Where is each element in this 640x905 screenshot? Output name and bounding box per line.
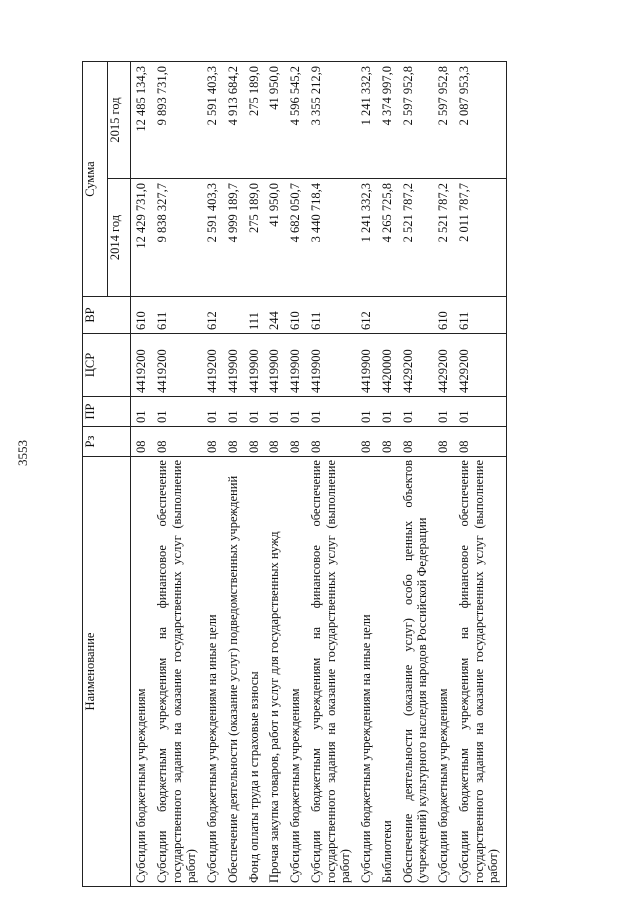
row-pr: 01 [433, 397, 454, 427]
row-rz: 08 [244, 427, 265, 457]
row-name: Субсидии бюджетным учреждениям на финансовое обеспечение государственного задания на оказание государственных услуг (выполнение работ) [454, 457, 504, 887]
row-vr [223, 297, 244, 334]
row-pr: 01 [398, 397, 434, 427]
row-csr: 4419900 [244, 334, 265, 397]
row-vr: 611 [454, 297, 504, 334]
filler-cell [504, 457, 507, 887]
row-sum-2014: 1 241 332,3 [356, 179, 377, 297]
row-sum-2014: 2 011 787,7 [454, 179, 504, 297]
row-sum-2014: 4 265 725,8 [377, 179, 398, 297]
row-sum-2015: 9 893 731,0 [152, 62, 202, 179]
row-name: Прочая закупка товаров, работ и услуг для государственных нужд [264, 457, 285, 887]
row-pr: 01 [223, 397, 244, 427]
row-name: Субсидии бюджетным учреждениям на иные цели [202, 457, 223, 887]
table-row [223, 62, 244, 887]
header-sum: Сумма [83, 62, 108, 297]
row-pr: 01 [356, 397, 377, 427]
filler-cell [504, 297, 507, 334]
row-csr: 4429200 [398, 334, 434, 397]
row-csr: 4419900 [306, 334, 356, 397]
row-sum-2015: 2 591 403,3 [202, 62, 223, 179]
filler-cell [504, 427, 507, 457]
filler-cell [504, 179, 507, 297]
row-vr: 610 [131, 297, 152, 334]
row-sum-2015: 4 596 545,2 [285, 62, 306, 179]
row-pr: 01 [131, 397, 152, 427]
row-csr: 4429200 [454, 334, 504, 397]
table-row [152, 62, 202, 887]
filler-cell [504, 397, 507, 427]
row-rz: 08 [223, 427, 244, 457]
row-vr: 610 [285, 297, 306, 334]
row-name: Обеспечение деятельности (оказание услуг) подведомственных учреждений [223, 457, 244, 887]
row-sum-2014: 41 950,0 [264, 179, 285, 297]
row-rz: 08 [152, 427, 202, 457]
row-pr: 01 [306, 397, 356, 427]
row-sum-2015: 4 913 684,2 [223, 62, 244, 179]
table-row [285, 62, 306, 887]
row-pr: 01 [202, 397, 223, 427]
row-sum-2015: 12 485 134,3 [131, 62, 152, 179]
row-rz: 08 [433, 427, 454, 457]
row-name: Субсидии бюджетным учреждениям [131, 457, 152, 887]
row-sum-2015: 1 241 332,3 [356, 62, 377, 179]
row-sum-2014: 4 999 189,7 [223, 179, 244, 297]
table-row [377, 62, 398, 887]
table-filler-row [504, 62, 507, 887]
header-rz: Рз [83, 427, 131, 457]
row-sum-2014: 2 521 787,2 [398, 179, 434, 297]
row-name: Субсидии бюджетным учреждениям на иные цели [356, 457, 377, 887]
table-row [398, 62, 434, 887]
row-rz: 08 [306, 427, 356, 457]
row-csr: 4419200 [152, 334, 202, 397]
table-row [454, 62, 504, 887]
header-vr: ВР [83, 297, 131, 334]
filler-cell [504, 62, 507, 179]
row-sum-2015: 275 189,0 [244, 62, 265, 179]
row-vr: 611 [152, 297, 202, 334]
row-vr: 611 [306, 297, 356, 334]
table-row [356, 62, 377, 887]
row-csr: 4419900 [264, 334, 285, 397]
row-name: Субсидии бюджетным учреждениям [433, 457, 454, 887]
table-row [264, 62, 285, 887]
row-rz: 08 [398, 427, 434, 457]
table-header [83, 62, 131, 887]
header-pr: ПР [83, 397, 131, 427]
row-pr: 01 [264, 397, 285, 427]
row-sum-2015: 2 597 952,8 [433, 62, 454, 179]
header-2014: 2014 год [108, 179, 131, 297]
row-name: Субсидии бюджетным учреждениям [285, 457, 306, 887]
table-row [244, 62, 265, 887]
row-rz: 08 [131, 427, 152, 457]
row-rz: 08 [264, 427, 285, 457]
header-2015: 2015 год [108, 62, 131, 179]
table-row [306, 62, 356, 887]
row-sum-2015: 3 355 212,9 [306, 62, 356, 179]
row-rz: 08 [377, 427, 398, 457]
row-csr: 4419200 [202, 334, 223, 397]
row-sum-2014: 9 838 327,7 [152, 179, 202, 297]
row-vr: 612 [202, 297, 223, 334]
header-csr: ЦСР [83, 334, 131, 397]
row-name: Субсидии бюджетным учреждениям на финансовое обеспечение государственного задания на оказание государственных услуг (выполнение работ) [306, 457, 356, 887]
row-csr: 4420000 [377, 334, 398, 397]
row-csr: 4419900 [223, 334, 244, 397]
row-rz: 08 [356, 427, 377, 457]
row-csr: 4419200 [131, 334, 152, 397]
row-pr: 01 [454, 397, 504, 427]
table-row [202, 62, 223, 887]
rotated-page-content [82, 62, 622, 887]
row-rz: 08 [454, 427, 504, 457]
row-csr: 4419900 [356, 334, 377, 397]
row-csr: 4419900 [285, 334, 306, 397]
page-number: 3553 [15, 440, 30, 466]
row-vr [377, 297, 398, 334]
row-rz: 08 [202, 427, 223, 457]
row-sum-2014: 2 521 787,2 [433, 179, 454, 297]
row-name: Субсидии бюджетным учреждениям на финансовое обеспечение государственного задания на оказание государственных услуг (выполнение работ) [152, 457, 202, 887]
row-sum-2014: 4 682 050,7 [285, 179, 306, 297]
row-name: Библиотеки [377, 457, 398, 887]
row-vr: 612 [356, 297, 377, 334]
row-pr: 01 [244, 397, 265, 427]
row-sum-2014: 2 591 403,3 [202, 179, 223, 297]
row-sum-2014: 275 189,0 [244, 179, 265, 297]
filler-cell [504, 334, 507, 397]
table-body [131, 62, 507, 887]
row-vr: 610 [433, 297, 454, 334]
row-pr: 01 [152, 397, 202, 427]
row-vr: 111 [244, 297, 265, 334]
row-pr: 01 [285, 397, 306, 427]
row-sum-2014: 12 429 731,0 [131, 179, 152, 297]
row-name: Обеспечение деятельности (оказание услуг) особо ценных объектов (учреждений) культурного наследия народов Российской Федерации [398, 457, 434, 887]
table-row [131, 62, 152, 887]
table-row [433, 62, 454, 887]
row-sum-2015: 4 374 997,0 [377, 62, 398, 179]
row-csr: 4429200 [433, 334, 454, 397]
row-sum-2015: 2 597 952,8 [398, 62, 434, 179]
row-sum-2014: 3 440 718,4 [306, 179, 356, 297]
header-name: Наименование [83, 457, 131, 887]
budget-table [82, 61, 507, 887]
row-name: Фонд оплаты труда и страховые взносы [244, 457, 265, 887]
row-vr [398, 297, 434, 334]
row-sum-2015: 2 087 953,3 [454, 62, 504, 179]
row-rz: 08 [285, 427, 306, 457]
row-vr: 244 [264, 297, 285, 334]
row-sum-2015: 41 950,0 [264, 62, 285, 179]
row-pr: 01 [377, 397, 398, 427]
